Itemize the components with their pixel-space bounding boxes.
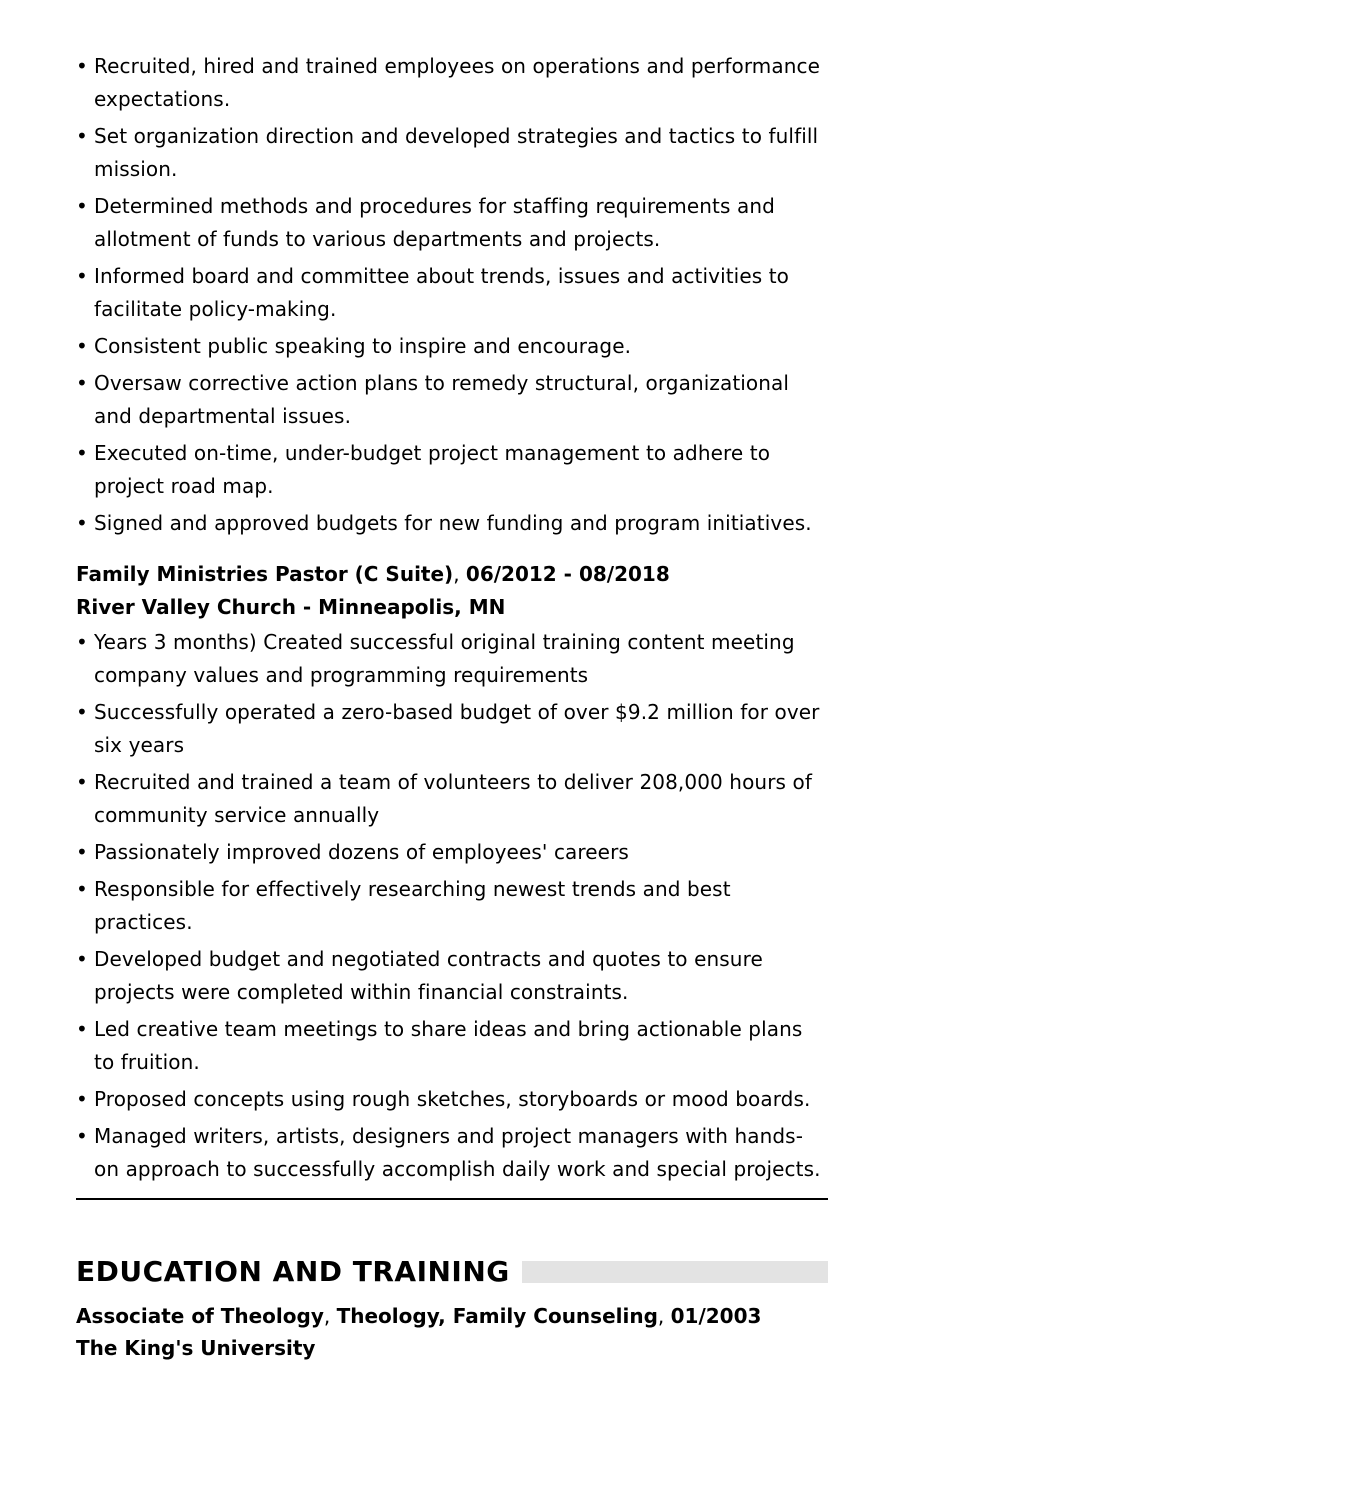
list-item: • Years 3 months) Created successful original training content meeting company values and programming requirements — [76, 626, 828, 692]
field-separator: , — [657, 1304, 671, 1328]
job-title: Family Ministries Pastor (C Suite) — [76, 562, 454, 586]
list-item: • Responsible for effectively researching newest trends and best practices. — [76, 873, 828, 939]
list-item: • Set organization direction and developed strategies and tactics to fulfill mission. — [76, 120, 828, 186]
degree-separator: , — [323, 1304, 337, 1328]
heading-bar — [522, 1261, 828, 1283]
section-divider — [76, 1198, 828, 1200]
list-item: • Recruited and trained a team of volunteers to deliver 208,000 hours of community service annually — [76, 766, 828, 832]
education-section-header — [76, 1254, 828, 1290]
list-item: • Successfully operated a zero-based budget of over $9.2 million for over six years — [76, 696, 828, 762]
list-item: • Determined methods and procedures for staffing requirements and allotment of funds to various departments and projects. — [76, 190, 828, 256]
previous-job-bullets — [76, 50, 828, 540]
degree: Associate of Theology — [76, 1304, 324, 1328]
job-bullets — [76, 626, 828, 1186]
degree-line — [76, 1300, 828, 1332]
education-heading: EDUCATION AND TRAINING — [76, 1255, 510, 1288]
list-item: • Executed on-time, under-budget project management to adhere to project road map. — [76, 437, 828, 503]
list-item: • Oversaw corrective action plans to remedy structural, organizational and departmental issues. — [76, 367, 828, 433]
list-item: • Managed writers, artists, designers and project managers with hands-on approach to successfully accomplish daily work and special projects. — [76, 1120, 828, 1186]
list-item: • Proposed concepts using rough sketches, storyboards or mood boards. — [76, 1083, 828, 1116]
degree-field: Theology, Family Counseling — [336, 1304, 658, 1328]
school-name: The King's University — [76, 1336, 316, 1360]
list-item: • Developed budget and negotiated contracts and quotes to ensure projects were completed within financial constraints. — [76, 943, 828, 1009]
education-entry — [76, 1300, 828, 1364]
list-item: • Recruited, hired and trained employees on operations and performance expectations. — [76, 50, 828, 116]
job-title-line — [76, 558, 828, 591]
job-employer: River Valley Church - Minneapolis, MN — [76, 595, 506, 619]
job-header — [76, 558, 828, 624]
list-item: • Consistent public speaking to inspire and encourage. — [76, 330, 828, 363]
resume-page — [76, 50, 828, 1364]
list-item: • Informed board and committee about trends, issues and activities to facilitate policy-making. — [76, 260, 828, 326]
list-item: • Led creative team meetings to share ideas and bring actionable plans to fruition. — [76, 1013, 828, 1079]
degree-date: 01/2003 — [670, 1304, 762, 1328]
list-item: • Signed and approved budgets for new funding and program initiatives. — [76, 507, 828, 540]
list-item: • Passionately improved dozens of employees' careers — [76, 836, 828, 869]
job-title-separator: , — [453, 562, 466, 586]
job-dates: 06/2012 - 08/2018 — [465, 562, 670, 586]
